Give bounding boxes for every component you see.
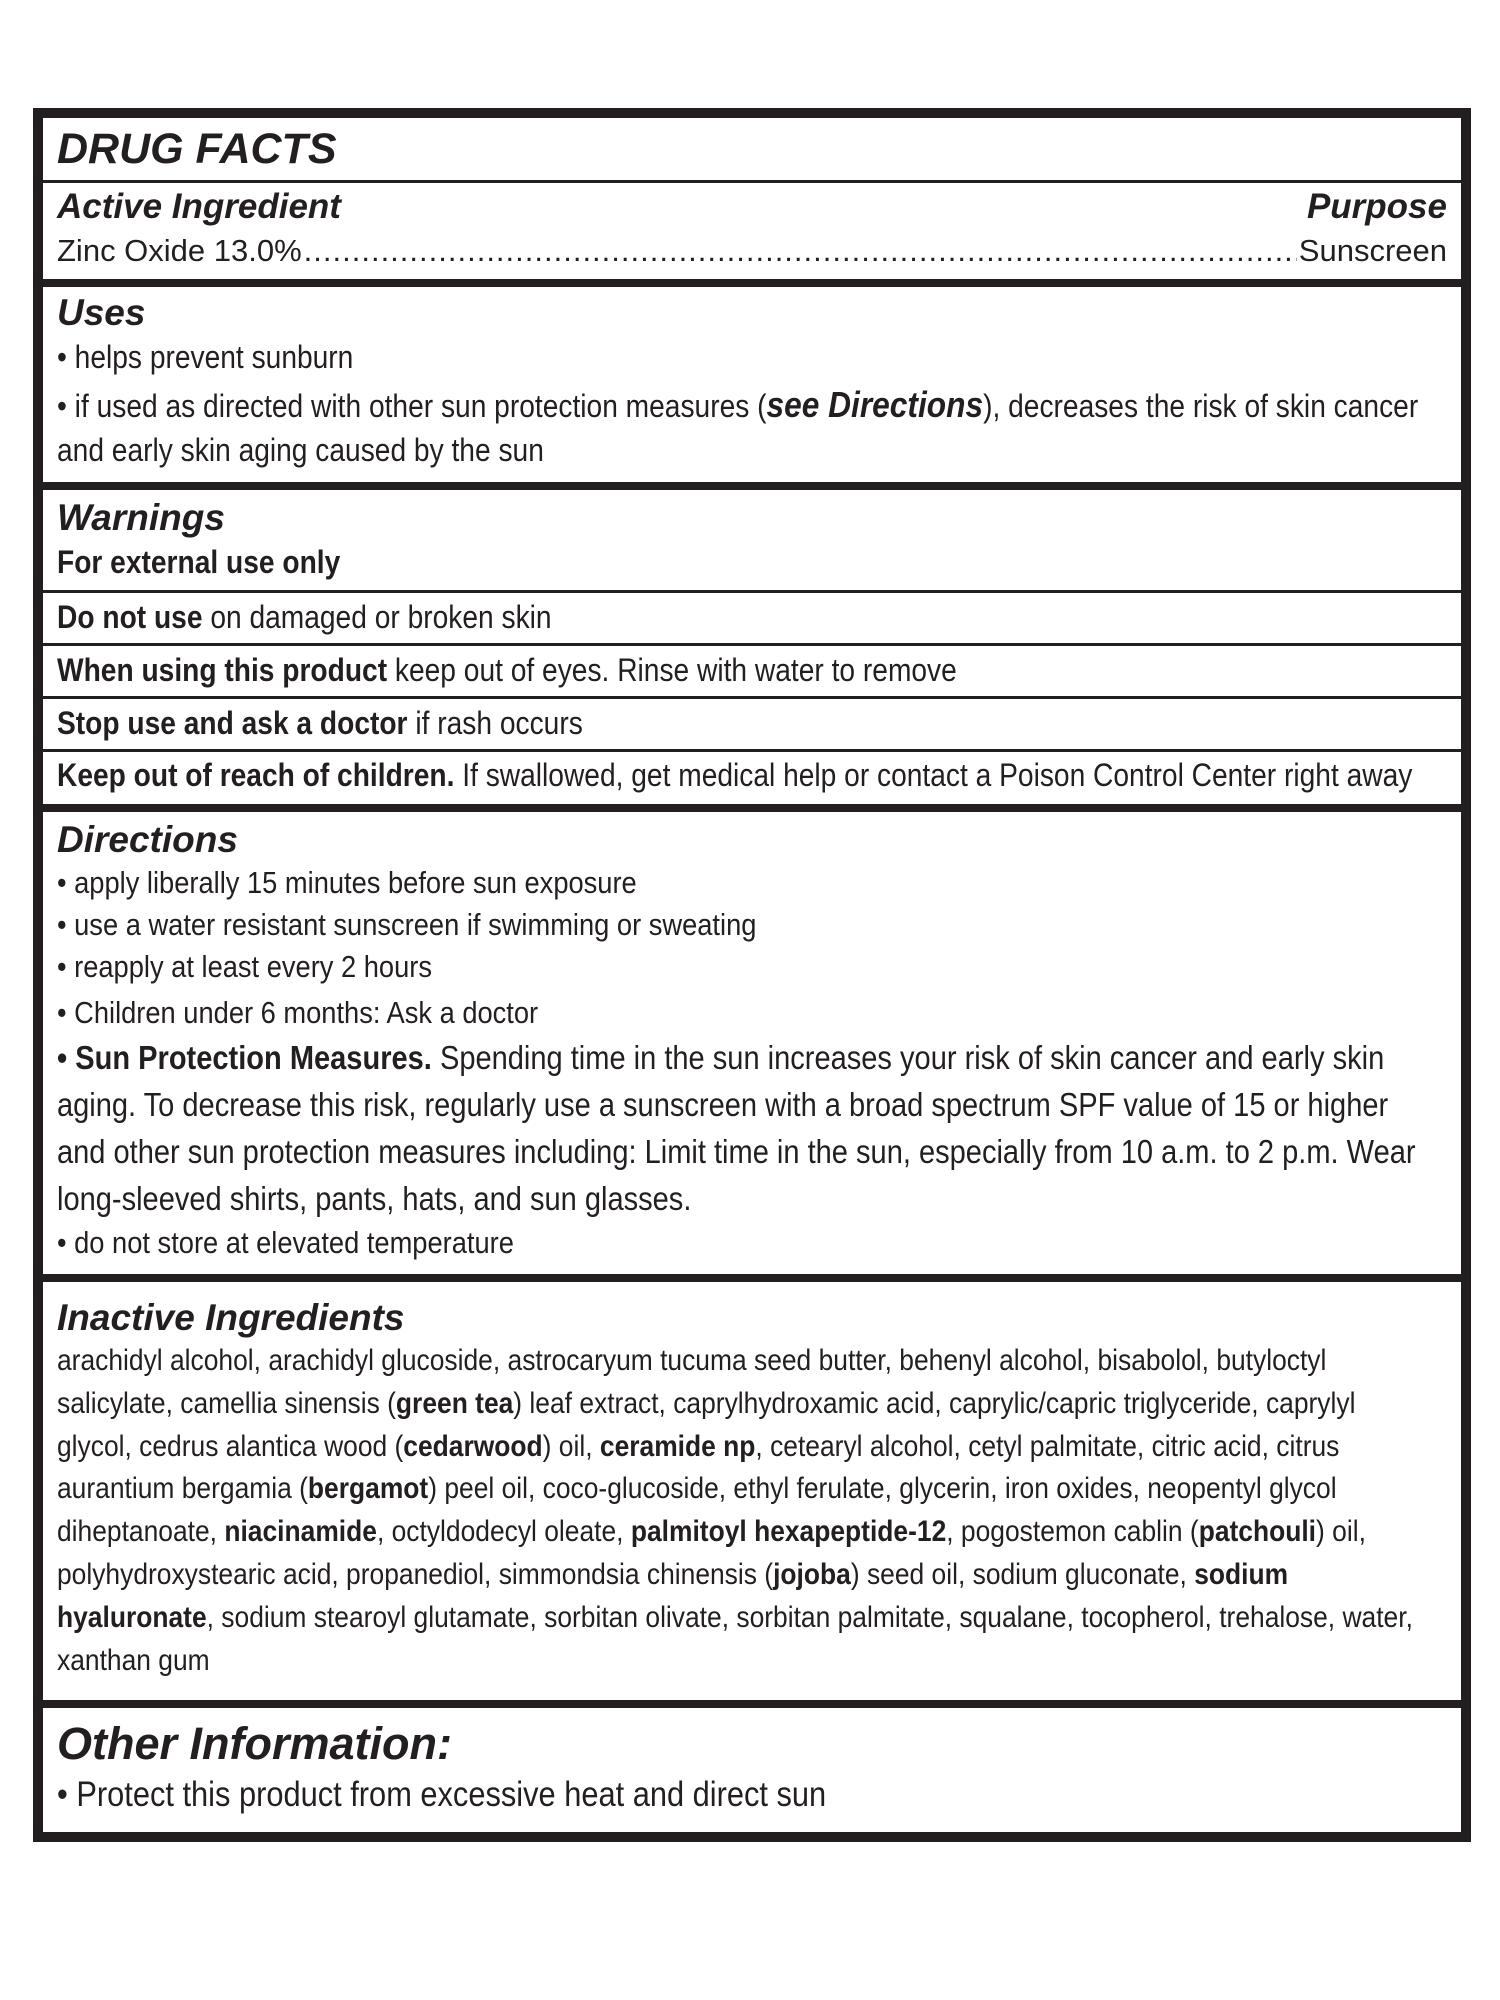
other-information-heading: Other Information:	[57, 1718, 452, 1770]
directions-item-2: • use a water resistant sunscreen if swimming or sweating	[57, 907, 757, 942]
external-use-text: For external use only	[57, 544, 341, 580]
directions-item-6: • do not store at elevated temperature	[57, 1225, 514, 1260]
uses-item-1: • helps prevent sunburn	[57, 339, 354, 375]
drug-facts-panel	[33, 108, 1471, 1842]
keep-out-row: Keep out of reach of children. If swallowed, get medical help or contact a Poison Control Center right away	[43, 749, 1461, 804]
active-ingredient-section	[43, 118, 1461, 287]
directions-section	[43, 812, 1461, 1282]
when-using-row: When using this product keep out of eyes. Rinse with water to remove	[43, 643, 1461, 696]
directions-item-3: • reapply at least every 2 hours	[57, 949, 433, 984]
directions-item-4: • Children under 6 months: Ask a doctor	[57, 995, 539, 1030]
inactive-ingredients-list: arachidyl alcohol, arachidyl glucoside, astrocaryum tucuma seed butter, behenyl alcohol, bisabolol, butyloctyl salicylate, camellia sinensis (green tea) leaf extract, caprylhydroxamic acid, caprylic/capric triglyceride, caprylyl glycol, cedrus alantica wood (cedarwood) oil, ceramide np, cetearyl alcohol, cetyl palmitate, citric acid, citrus aurantium bergamia (bergamot) peel oil, coco-glucoside, ethyl ferulate, glycerin, iron oxides, neopentyl glycol diheptanoate, niacinamide, octyldodecyl oleate, palmitoyl hexapeptide-12, pogostemon cablin (patchouli) oil, polyhydroxystearic acid, propanediol, simmondsia chinensis (jojoba) seed oil, sodium gluconate, sodium hyaluronate, sodium stearoyl glutamate, sorbitan olivate, sorbitan palmitate, squalane, tocopherol, trehalose, water, xanthan gum	[57, 1344, 1413, 1677]
active-ingredient-header: Active Ingredient	[57, 187, 341, 226]
other-information-item-1: • Protect this product from excessive heat and direct sun	[57, 1775, 827, 1815]
warnings-section	[43, 490, 1461, 812]
other-information-section	[43, 1708, 1461, 1832]
sun-protection-measures: • Sun Protection Measures. Spending time in the sun increases your risk of skin cancer and early skin aging. To decrease this risk, regularly use a sunscreen with a broad spectrum SPF value of 15 or higher and other sun protection measures including: Limit time in the sun, especially from 10 a.m. to 2 p.m. Wear long-sleeved shirts, pants, hats, and sun glasses.	[57, 1039, 1416, 1217]
purpose-header: Purpose	[1306, 187, 1447, 226]
directions-heading: Directions	[57, 819, 238, 860]
purpose-value: Sunscreen	[1298, 233, 1447, 268]
active-ingredient-value: Zinc Oxide 13.0%	[57, 233, 302, 268]
inactive-ingredients-heading: Inactive Ingredients	[57, 1297, 405, 1338]
inactive-ingredients-section	[43, 1282, 1461, 1708]
active-ingredient-row	[57, 229, 1461, 279]
stop-use-row: Stop use and ask a doctor if rash occurs	[43, 696, 1461, 749]
do-not-use-row: Do not use on damaged or broken skin	[43, 590, 1461, 643]
directions-item-1: • apply liberally 15 minutes before sun exposure	[57, 865, 637, 900]
uses-heading: Uses	[57, 292, 146, 333]
warnings-heading: Warnings	[57, 497, 225, 538]
drug-facts-title: DRUG FACTS	[57, 125, 337, 173]
leader-dots	[304, 229, 1297, 273]
active-header-row	[57, 183, 1461, 229]
uses-section	[43, 287, 1461, 490]
uses-item-2: • if used as directed with other sun protection measures (see Directions), decreases the risk of skin cancer and early skin aging caused by the sun	[57, 384, 1419, 468]
